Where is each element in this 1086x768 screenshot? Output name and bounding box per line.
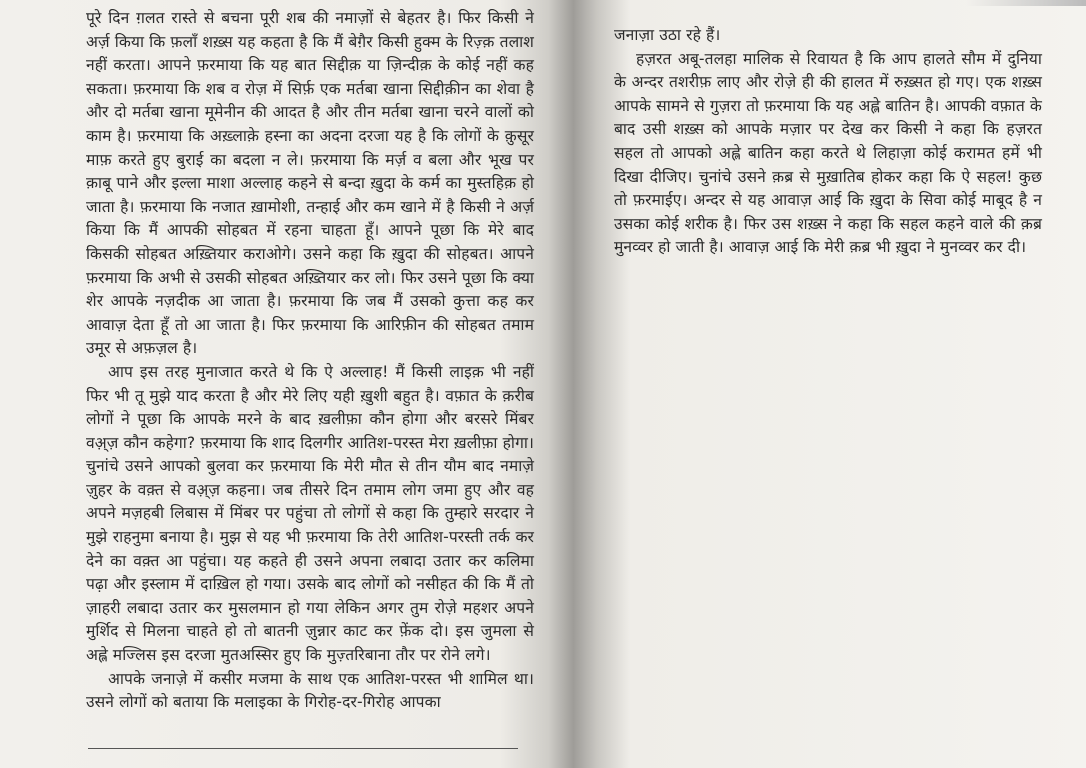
right-paragraph-1: जनाज़ा उठा रहे हैं। <box>614 26 721 44</box>
right-paragraph-2: हज़रत अबू-तलहा मालिक से रिवायत है कि आप हालते सौम में दुनिया के अन्दर तशरीफ़ लाए और रोज़े ही की हालत में रुख़्सत हो गए। एक शख़्स आपके सामने से गुज़रा तो फ़रमाया कि यह अह्ले बातिन है। आपकी वफ़ात के बाद उसी शख़्स को आपके मज़ार पर देख कर किसी ने कहा कि हज़रत सहल तो आपको अह्ले बातिन कहा करते थे लिहाज़ा कोई करामत हमें भी दिखा दीजिए। चुनांचे उसने क़ब्र से मुख़ातिब होकर कहा कि ऐ सहल! कुछ तो फ़रमाईए। अन्दर से यह आवाज़ आई कि ख़ुदा के सिवा कोई माबूद है न उसका कोई शरीक है। फिर उस शख़्स ने कहा कि सहल कहने वाले की क़ब्र मुनव्वर हो जाती है। आवाज़ आई कि मेरी क़ब्र भी ख़ुदा ने मुनव्वर कर दी। <box>614 49 1042 257</box>
left-paragraph-3: आपके जनाज़े में कसीर मजमा के साथ एक आतिश-परस्त भी शामिल था। उसने लोगों को बताया कि मलाइका के गिरोह-दर-गिरोह आपका <box>86 669 534 712</box>
left-footer-rule <box>88 748 518 749</box>
left-paragraph-2: आप इस तरह मुनाजात करते थे कि ऐ अल्लाह! मैं किसी लाइक़ भी नहीं फिर भी तू मुझे याद करता है और मेरे लिए यही ख़ुशी बहुत है। वफ़ात के क़रीब लोगों ने पूछा कि आपके मरने के बाद ख़लीफ़ा कौन होगा और बरसरे मिंबर वअ़्ज़ कौन कहेगा? फ़रमाया कि शाद दिलगीर आतिश-परस्त मेरा ख़लीफ़ा होगा। चुनांचे उसने आपको बुलवा कर फ़रमाया कि मेरी मौत से तीन यौम बाद नमाज़े ज़ुहर के वक़्त से वअ़्ज़ कहना। जब तीसरे दिन तमाम लोग जमा हुए और वह अपने मज़हबी लिबास में मिंबर पर पहुंचा तो लोगों से कहा कि तुम्हारे सरदार ने मुझे राहनुमा बनाया है। मुझ से यह भी फ़रमाया कि तेरी आतिश-परस्ती तर्क कर देने का वक़्त आ पहुंचा। यह कहते ही उसने अपना लबादा उतार कर कलिमा पढ़ा और इस्लाम में दाख़िल हो गया। उसके बाद लोगों को नसीहत की कि मैं तो ज़ाहरी लबादा उतार कर मुसलमान हो गया लेकिन अगर तुम रोज़े महशर अपने मुर्शिद से मिलना चाहते हो तो बातनी ज़ुन्नार काट कर फ़ेंक दो। इस जुमला से अह्ले मज्लिस इस दरजा मुतअस्सिर हुए कि मुज़्तरिबाना तौर पर रोने लगे। <box>86 362 534 665</box>
left-page-text <box>86 7 534 715</box>
right-page-text <box>614 24 1042 260</box>
left-paragraph-1: पूरे दिन ग़लत रास्ते से बचना पूरी शब की नमाज़ों से बेहतर है। फिर किसी ने अर्ज़ किया कि फ़लाँ शख़्स यह कहता है कि मैं बेग़ैर किसी हुक्म के रिज़्क़ तलाश नहीं करता। आपने फ़रमाया कि यह बात सिद्दीक़ या ज़िन्दीक़ के कोई नहीं कह सकता। फ़रमाया कि शब व रोज़ में सिर्फ़ एक मर्तबा खाना सिद्दीक़ीन का शेवा है और दो मर्तबा खाना मूमेनीन की आदत है और तीन मर्तबा खाना चरने वालों को काम है। फ़रमाया कि अख़्लाक़े हस्ना का अदना दरजा यह है कि लोगों के क़ुसूर माफ़ करते हुए बुराई का बदला न ले। फ़रमाया कि मर्ज़ व बला और भूख पर क़ाबू पाने और इल्ला माशा अल्लाह कहने से बन्दा ख़ुदा के कर्म का मुस्तहिक़ हो जाता है। फ़रमाया कि नजात ख़ामोशी, तन्हाई और कम खाने में है किसी ने अर्ज़ किया कि मैं आपकी सोहबत में रहना चाहता हूँ। आपने पूछा कि मेरे बाद किसकी सोहबत अख़्तियार कराओगे। उसने कहा कि ख़ुदा की सोहबत। आपने फ़रमाया कि अभी से उसकी सोहबत अख़्तियार कर लो। फिर उसने पूछा कि क्या शेर आपके नज़दीक आ जाता है। फ़रमाया कि जब मैं उसको कुत्ता कह कर आवाज़ देता हूँ तो आ जाता है। फिर फ़रमाया कि आरिफ़ीन की सोहबत तमाम उमूर से अफ़ज़ल है। <box>86 9 534 358</box>
